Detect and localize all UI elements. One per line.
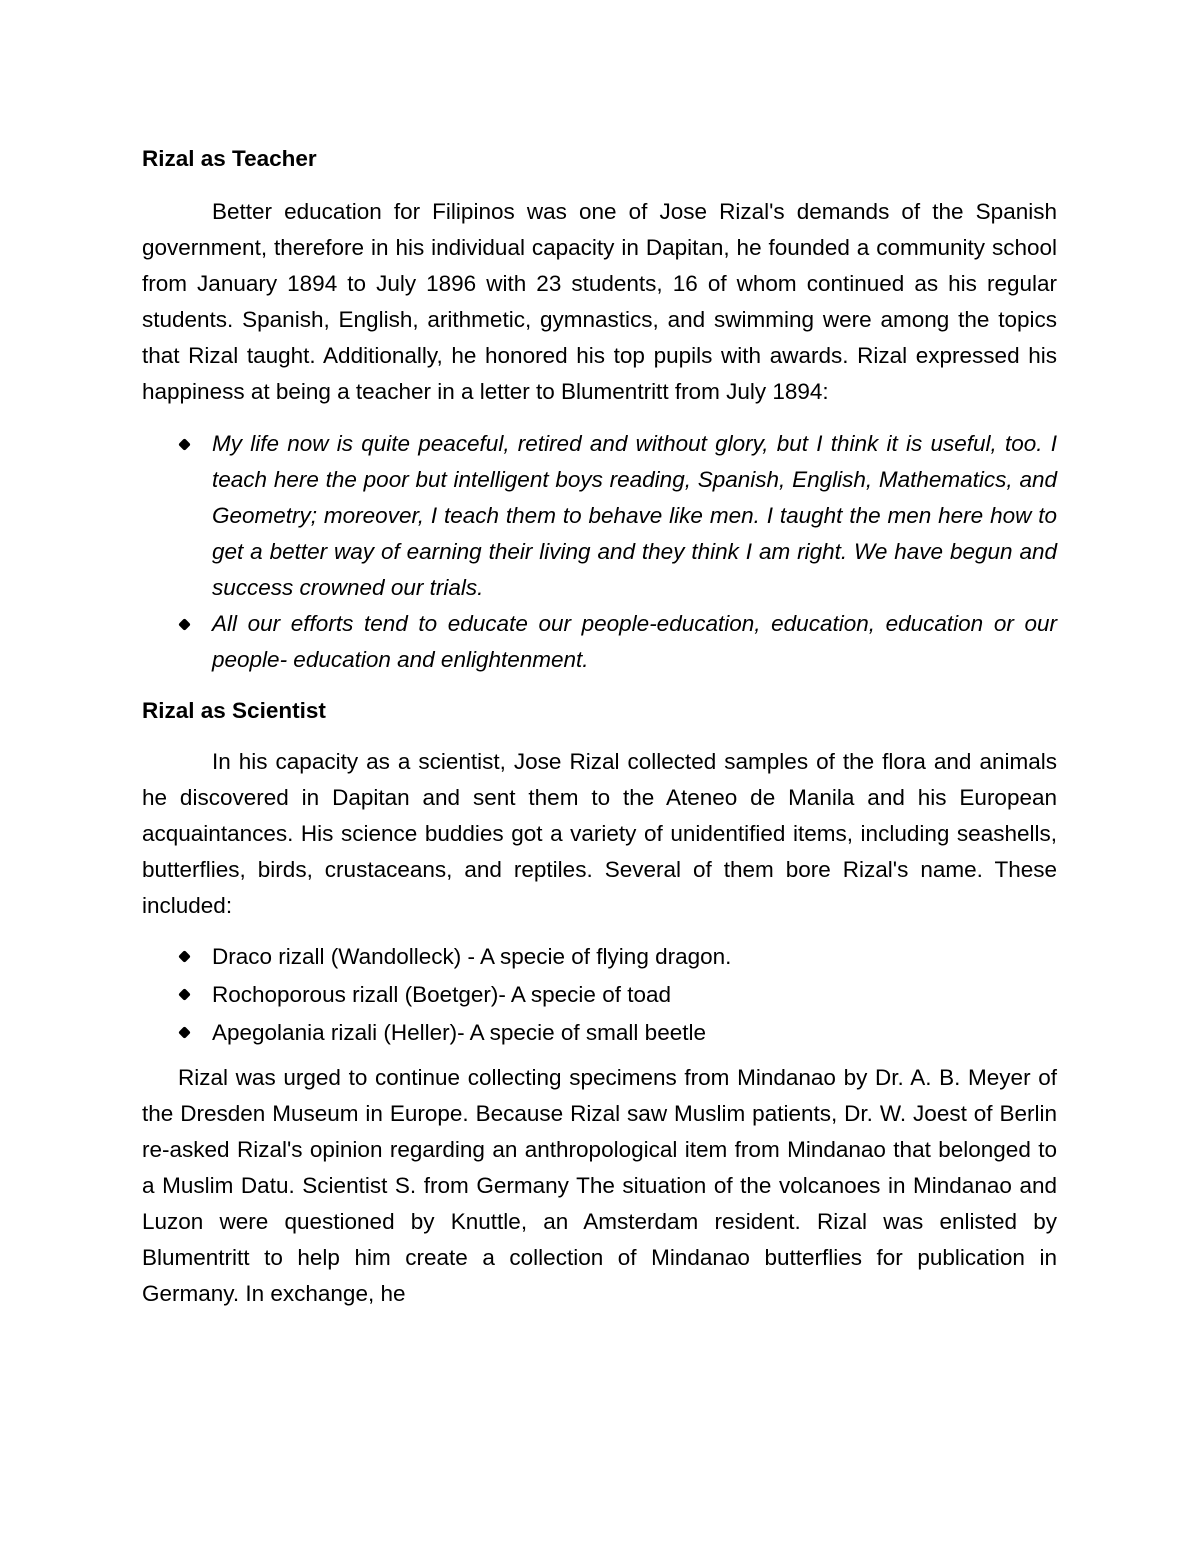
list-item [212, 976, 1057, 1014]
species-text: Apegolania rizali (Heller)- A specie of small beetle [212, 1020, 706, 1045]
list-item [212, 426, 1057, 606]
scientist-paragraph-2: Rizal was urged to continue collecting specimens from Mindanao by Dr. A. B. Meyer of the Dresden Museum in Europe. Because Rizal saw Muslim patients, Dr. W. Joest of Berlin re-asked Rizal's opinion regarding an anthropological item from Mindanao that belonged to a Muslim Datu. Scientist S. from Germany The situation of the volcanoes in Mindanao and Luzon were questioned by Knuttle, an Amsterdam resident. Rizal was enlisted by Blumentritt to help him create a collection of Mindanao butterflies for publication in Germany. In exchange, he [142, 1065, 1057, 1306]
document-body [142, 140, 1057, 1312]
species-text: Rochoporous rizall (Boetger)- A specie of toad [212, 982, 671, 1007]
species-text: Draco rizall (Wandolleck) - A specie of flying dragon. [212, 944, 732, 969]
list-item [212, 606, 1057, 678]
bullet-icon [174, 426, 194, 462]
bullet-icon [174, 938, 194, 974]
teacher-paragraph: Better education for Filipinos was one of Jose Rizal's demands of the Spanish government, therefore in his individual capacity in Dapitan, he founded a community school from January 1894 to July 1896 with 23 students, 16 of whom continued as his regular students. Spanish, English, arithmetic, gymnastics, and swimming were among the topics that Rizal taught. Additionally, he honored his top pupils with awards. Rizal expressed his happiness at being a teacher in a letter to Blumentritt from July 1894: [142, 199, 1057, 404]
bullet-icon [174, 606, 194, 642]
bullet-icon [174, 1014, 194, 1050]
teacher-heading: Rizal as Teacher [142, 146, 317, 171]
scientist-heading: Rizal as Scientist [142, 698, 326, 723]
species-list [142, 938, 1057, 1052]
scientist-paragraph: In his capacity as a scientist, Jose Rizal collected samples of the flora and animals he discovered in Dapitan and sent them to the Ateneo de Manila and his European acquaintances. His science buddies got a variety of unidentified items, including seashells, butterflies, birds, crustaceans, and reptiles. Several of them bore Rizal's name. These included: [142, 749, 1057, 918]
quote-text: My life now is quite peaceful, retired and without glory, but I think it is useful, too. I teach here the poor but intelligent boys reading, Spanish, English, Mathematics, and Geometry; moreover, I teach them to behave like men. I taught the men here how to get a better way of earning their living and they think I am right. We have begun and success crowned our trials. [212, 431, 1057, 600]
bullet-icon [174, 976, 194, 1012]
quote-text: All our efforts tend to educate our people-education, education, education or our people- education and enlightenment. [212, 611, 1057, 672]
list-item [212, 938, 1057, 976]
list-item [212, 1014, 1057, 1052]
teacher-quotes-list [142, 426, 1057, 678]
